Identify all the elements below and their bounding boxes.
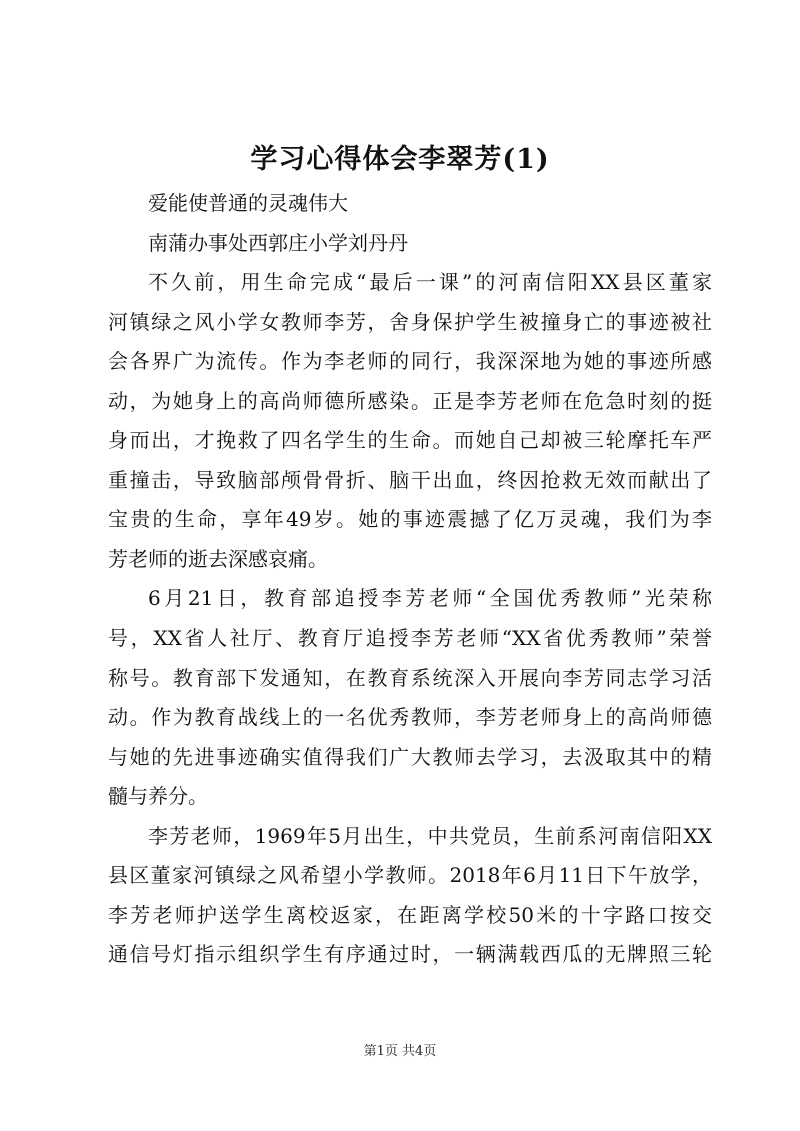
paragraph-line: 宝贵的生命，享年49岁。她的事迹震撼了亿万灵魂，我们为李 (108, 507, 712, 532)
paragraph-line: 李芳老师护送学生离校返家，在距离学校50米的十字路口按交 (108, 902, 712, 927)
paragraph-line: 重撞击，导致脑部颅骨骨折、脑干出血，终因抢救无效而献出了 (108, 467, 712, 492)
paragraph-line: 河镇绿之风小学女教师李芳，舍身保护学生被撞身亡的事迹被社 (108, 309, 712, 334)
paragraph-line: 动。作为教育战线上的一名优秀教师，李芳老师身上的高尚师德 (108, 705, 712, 730)
paragraph-line: 6月21日，教育部追授李芳老师“全国优秀教师”光荣称 (148, 586, 712, 611)
paragraph-line: 髓与养分。 (108, 784, 208, 809)
paragraph-line: 县区董家河镇绿之风希望小学教师。2018年6月11日下午放学， (108, 863, 712, 888)
author-line: 南蒲办事处西郭庄小学刘丹丹 (148, 230, 408, 255)
document-body (108, 184, 712, 975)
paragraph-line: 通信号灯指示组织学生有序通过时，一辆满载西瓜的无牌照三轮 (108, 942, 712, 967)
paragraph-line: 号，XX省人社厅、教育厅追授李芳老师“XX省优秀教师”荣誉 (108, 626, 712, 651)
paragraph-line: 动，为她身上的高尚师德所感染。正是李芳老师在危急时刻的挺 (108, 388, 712, 413)
page-footer: 第1页 共4页 (363, 1044, 437, 1059)
paragraph-line: 会各界广为流传。作为李老师的同行，我深深地为她的事迹所感 (108, 349, 712, 374)
paragraph-line: 不久前，用生命完成“最后一课”的河南信阳XX县区董家 (148, 270, 712, 295)
paragraph-line: 称号。教育部下发通知，在教育系统深入开展向李芳同志学习活 (108, 665, 712, 690)
paragraph-line: 与她的先进事迹确实值得我们广大教师去学习，去汲取其中的精 (108, 744, 712, 769)
paragraph-line: 芳老师的逝去深感哀痛。 (108, 546, 328, 571)
paragraph-line: 身而出，才挽救了四名学生的生命。而她自己却被三轮摩托车严 (108, 428, 712, 453)
document-title: 学习心得体会李翠芳(1) (250, 144, 550, 175)
subtitle-line: 爱能使普通的灵魂伟大 (148, 191, 348, 215)
paragraph-line: 李芳老师，1969年5月出生，中共党员，生前系河南信阳XX (148, 823, 712, 848)
